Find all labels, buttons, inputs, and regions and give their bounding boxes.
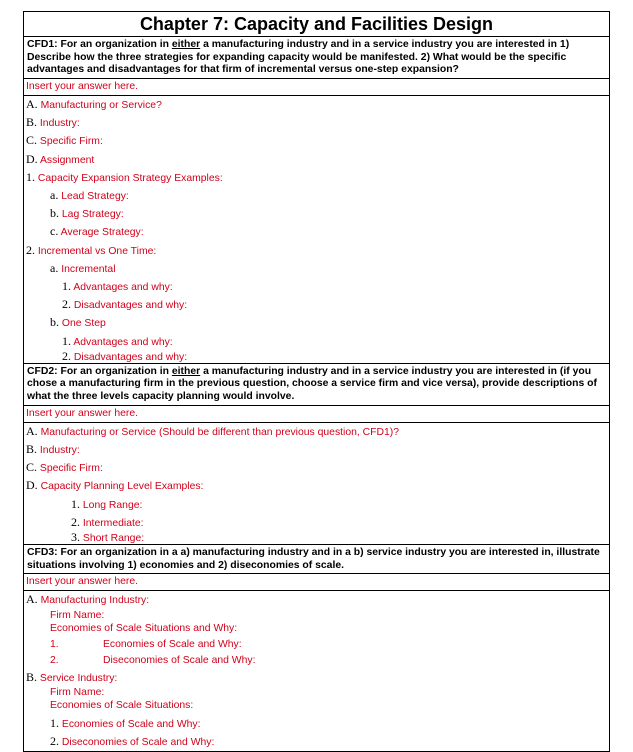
cfd2-item-d: D. Capacity Planning Level Examples: (26, 478, 204, 493)
cfd1-incremental: a. Incremental (50, 260, 116, 275)
cfd2-item-c: C. Specific Firm: (26, 460, 103, 475)
cfd1-insert-placeholder[interactable]: Insert your answer here. (24, 79, 609, 96)
cfd3-item-a: A. Manufacturing Industry: (26, 592, 150, 607)
cfd1-item-1: 1. Capacity Expansion Strategy Examples: (26, 169, 223, 184)
assignment-document (23, 11, 610, 752)
cfd2-insert-placeholder[interactable]: Insert your answer here. (24, 406, 609, 423)
cfd1-one-step-advantages: 1. Advantages and why: (62, 333, 173, 348)
cfd3-item-b: B. Service Industry: (26, 670, 118, 685)
cfd2-long-range: 1. Long Range: (71, 496, 143, 511)
cfd1-incremental-advantages: 1. Advantages and why: (62, 279, 173, 294)
cfd3-b-situations: Economies of Scale Situations: (50, 700, 194, 712)
cfd2-prompt (24, 364, 609, 406)
cfd3-a-diseconomies: 2. Diseconomies of Scale and Why: (50, 655, 256, 667)
cfd3-a-situations: Economies of Scale Situations and Why: (50, 622, 238, 634)
cfd3-b-economies: 1. Economies of Scale and Why: (50, 715, 201, 730)
cfd1-answer-area[interactable] (24, 79, 609, 364)
cfd2-prompt-start: CFD2: For an organization in (27, 365, 172, 377)
cfd1-prompt-rest: a manufacturing industry and in a service industry you are interested in 1) Describe how the three strategies for expanding capacity would be manifested. 2) What would be the specific advantages and disadvantages for that firm of incremental versus one-step expansion? (27, 39, 570, 76)
cfd1-item-c: C. Specific Firm: (26, 133, 103, 148)
cfd2-item-b: B. Industry: (26, 442, 80, 457)
cfd1-prompt-emphasis: either (171, 39, 201, 50)
cfd2-answer-area[interactable] (24, 406, 609, 545)
chapter-title: Chapter 7: Capacity and Facilities Design (24, 12, 609, 37)
cfd1-item-d: D. Assignment (26, 151, 95, 166)
cfd1-item-2: 2. Incremental vs One Time: (26, 242, 157, 257)
cfd1-one-step: b. One Step (50, 315, 106, 330)
cfd1-item-a: A. Manufacturing or Service? (26, 96, 162, 111)
cfd3-answer-area[interactable] (24, 574, 609, 752)
cfd3-insert-placeholder[interactable]: Insert your answer here. (24, 574, 609, 591)
cfd2-item-a: A. Manufacturing or Service (Should be different than previous question, CFD1)? (26, 423, 400, 438)
cfd1-one-step-disadvantages: 2. Disadvantages and why: (62, 348, 188, 363)
cfd1-item-b: B. Industry: (26, 115, 80, 130)
cfd1-lead-strategy: a. Lead Strategy: (50, 188, 129, 202)
cfd1-lag-strategy: b. Lag Strategy: (50, 206, 124, 221)
cfd3-b-diseconomies: 2. Diseconomies of Scale and Why: (50, 733, 215, 748)
cfd3-a-economies: 1. Economies of Scale and Why: (50, 638, 242, 650)
cfd2-prompt-rest: a manufacturing industry and in a service industry you are interested in (if you chose a manufacturing firm in the previous question, choose a service firm and vice versa), provide descriptions of what the three levels capacity planning would involve. (27, 365, 597, 403)
cfd2-prompt-emphasis: either (171, 365, 201, 377)
cfd3-b-firm-name: Firm Name: (50, 687, 105, 699)
cfd3-a-firm-name: Firm Name: (50, 609, 105, 621)
cfd2-intermediate: 2. Intermediate: (71, 514, 144, 529)
cfd1-prompt-start: CFD1: For an organization in (27, 39, 172, 50)
cfd3-prompt: CFD3: For an organization in a a) manufacturing industry and in a b) service industry you are interested in, illustrate situations involving 1) economies and 2) diseconomies of scale. (24, 545, 609, 574)
cfd1-incremental-disadvantages: 2. Disadvantages and why: (62, 297, 188, 312)
cfd2-short-range: 3. Short Range: (71, 530, 145, 545)
cfd1-average-strategy: c. Average Strategy: (50, 224, 144, 239)
cfd1-prompt (24, 37, 609, 79)
